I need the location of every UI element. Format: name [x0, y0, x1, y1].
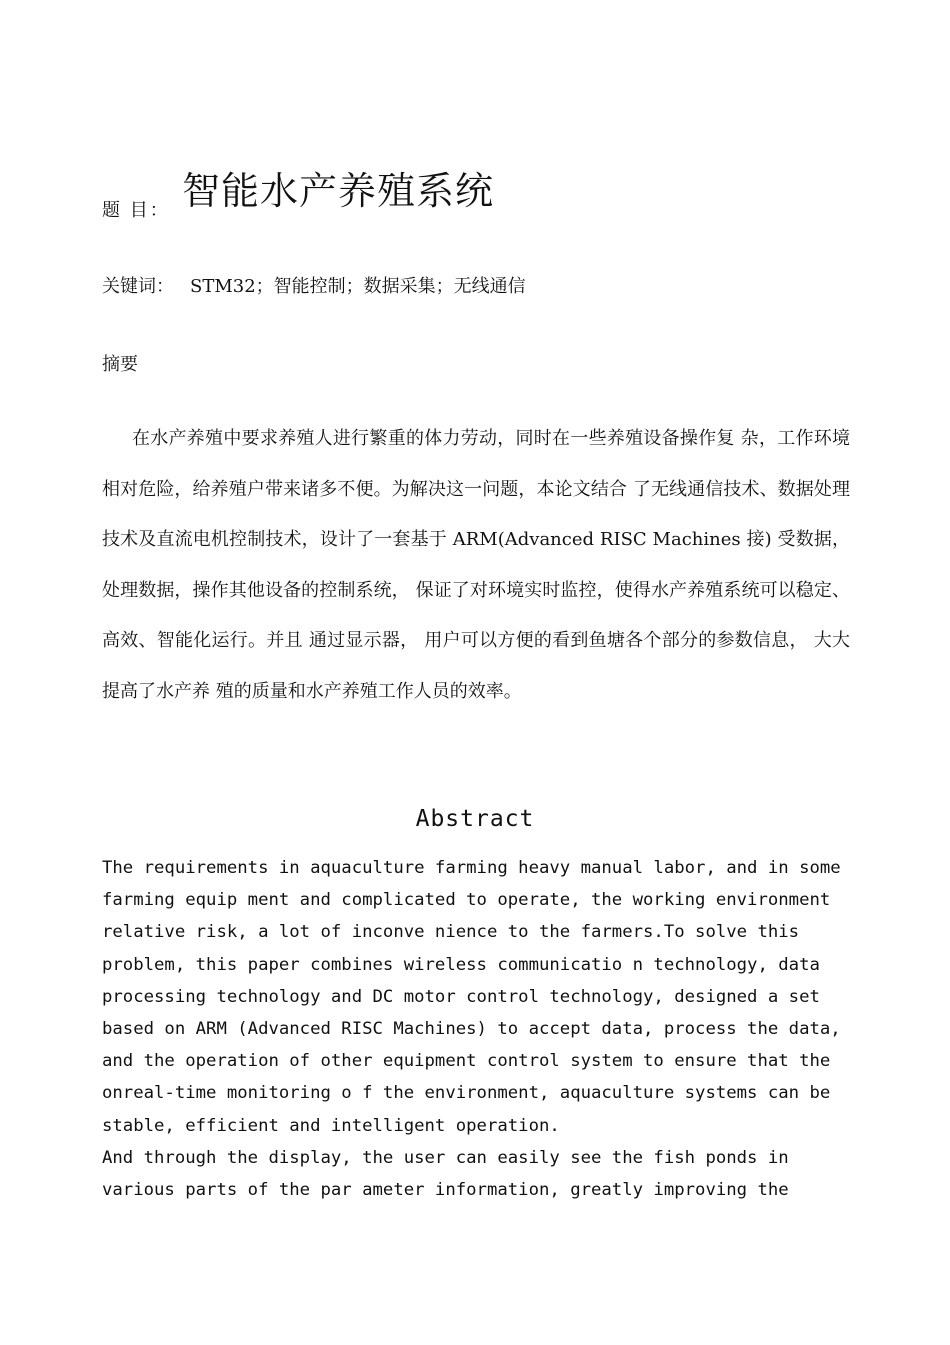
abstract-cn-paragraph: 在水产养殖中要求养殖人进行繁重的体力劳动，同时在一些养殖设备操作复 杂，工作环境相对危险，给养殖户带来诸多不便。为解决这一问题，本论文结合 了无线通信技术、数据处理技术及直流电机控制技术，设计了一套基于 ARM(Advanced RISC Machines 接) 受数据，处理数据，操作其他设备的控制系统， 保证了对环境实时监控，使得水产养殖系统可以稳定、高效、智能化运行。并且 通过显示器， 用户可以方便的看到鱼塘各个部分的参数信息， 大大提高了水产养 殖的质量和水产养殖工作人员的效率。: [102, 428, 850, 702]
thesis-title: 智能水产养殖系统: [182, 169, 495, 213]
title-label: 题 目：: [102, 200, 170, 221]
keywords-label: 关键词：: [102, 276, 174, 297]
abstract-en-paragraph: The requirements in aquaculture farming heavy manual labor, and in some farming equip ment and complicated to operate, the working environment relative risk, a lot of inconve nience to the farmers.To solve this problem, this paper combines wireless communicatio n technology, data processing technology and DC motor control technology, designed a set based on ARM (Advanced RISC Machines) to accept data, process the data, and the operation of other equipment control system to ensure that the onreal-time monitoring o f the environment, aquaculture systems can be stable, efficient and intelligent operation.: [102, 858, 841, 1136]
keywords-line: [102, 272, 526, 298]
abstract-en-heading: Abstract: [415, 806, 535, 832]
abstract-cn-heading: 摘要: [102, 354, 138, 375]
abstract-en-paragraph: And through the display, the user can easily see the fish ponds in various parts of the par ameter information, greatly improving the: [102, 1147, 789, 1201]
keywords-text: STM32；智能控制；数据采集；无线通信: [190, 276, 526, 297]
title-row: [102, 160, 862, 220]
abstract-en-body: [102, 852, 862, 1206]
